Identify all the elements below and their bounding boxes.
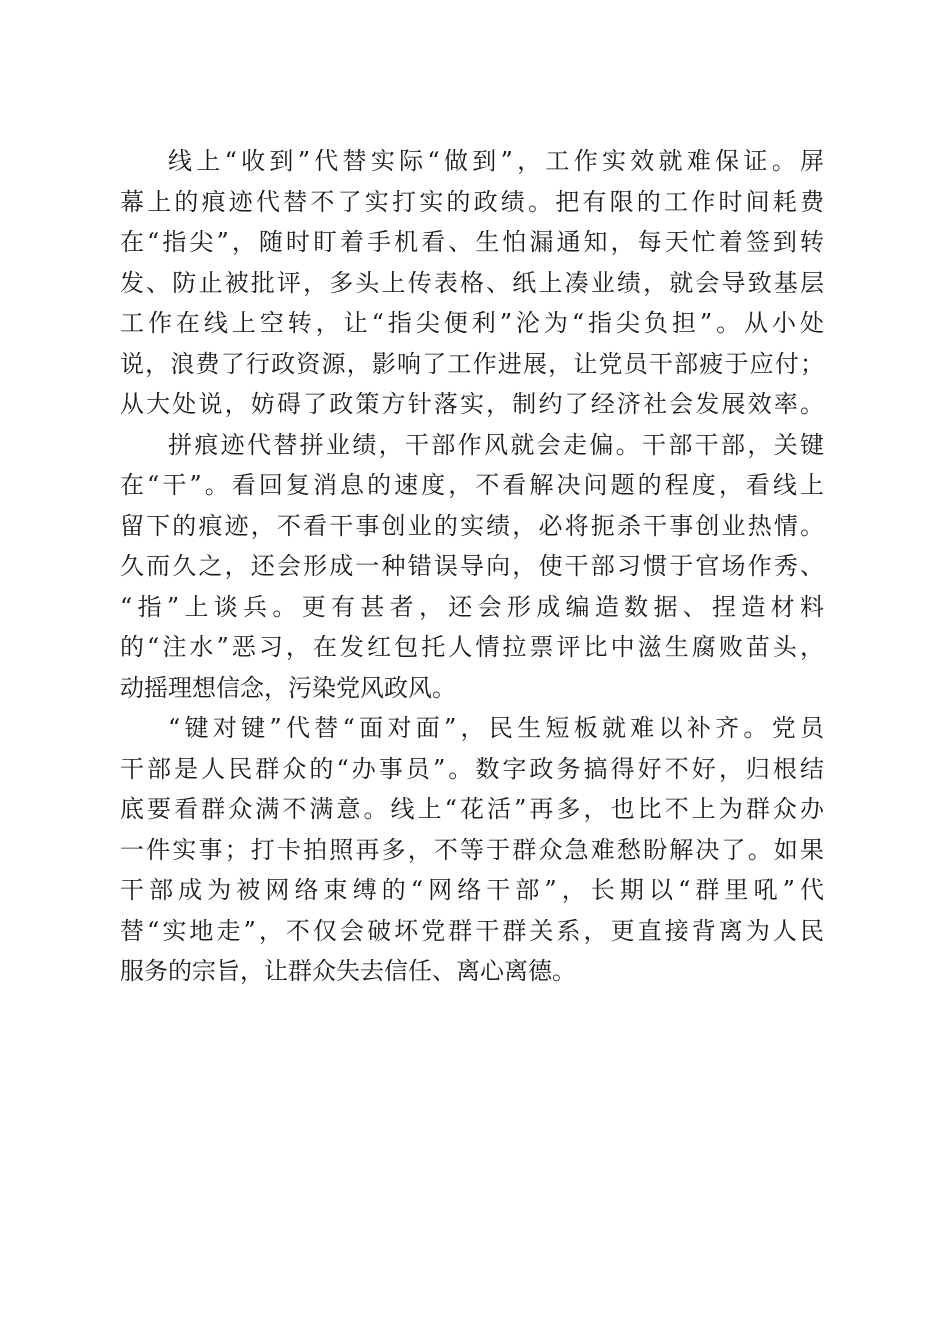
text-line: 的“注水”恶习，在发红包托人情拉票评比中滋生腐败苗头，	[120, 633, 824, 661]
paragraph-2	[120, 425, 824, 709]
text-line: 发、防止被批评，多头上传表格、纸上凑业绩，就会导致基层	[120, 268, 824, 297]
text-line: 替“实地走”，不仅会破坏党群干群关系，更直接背离为人民	[120, 916, 824, 945]
text-line: 一件实事；打卡拍照再多，不等于群众急难愁盼解决了。如果	[120, 835, 824, 864]
text-line: 在“指尖”，随时盯着手机看、生怕漏通知，每天忙着签到转	[120, 228, 824, 256]
text-line: 从大处说，妨碍了政策方针落实，制约了经济社会发展效率。	[120, 390, 824, 418]
text-line: 久而久之，还会形成一种错误导向，使干部习惯于官场作秀、	[120, 552, 824, 580]
text-line: 干部是人民群众的“办事员”。数字政务搞得好不好，归根结	[120, 754, 824, 783]
text-line: “键对键”代替“面对面”，民生短板就难以补齐。党员	[168, 714, 824, 742]
text-line: 服务的宗旨，让群众失去信任、离心离德。	[120, 957, 576, 985]
paragraph-1	[120, 141, 824, 425]
text-line: 拼痕迹代替拼业绩，干部作风就会走偏。干部干部，关键	[168, 430, 824, 459]
text-line: 线上“收到”代替实际“做到”，工作实效就难保证。屏	[168, 147, 824, 175]
text-line: “指”上谈兵。更有甚者，还会形成编造数据、捏造材料	[120, 592, 824, 621]
text-line: 底要看群众满不满意。线上“花活”再多，也比不上为群众办	[120, 795, 824, 823]
paragraph-3	[120, 708, 824, 992]
document-body	[120, 141, 824, 992]
text-line: 动摇理想信念，污染党风政风。	[120, 673, 456, 702]
text-line: 留下的痕迹，不看干事创业的实绩，必将扼杀干事创业热情。	[120, 511, 824, 540]
text-line: 说，浪费了行政资源，影响了工作进展，让党员干部疲于应付；	[120, 349, 824, 378]
text-line: 干部成为被网络束缚的“网络干部”，长期以“群里吼”代	[120, 876, 824, 904]
text-line: 幕上的痕迹代替不了实打实的政绩。把有限的工作时间耗费	[120, 187, 824, 216]
text-line: 在“干”。看回复消息的速度，不看解决问题的程度，看线上	[120, 471, 824, 499]
text-line: 工作在线上空转，让“指尖便利”沦为“指尖负担”。从小处	[120, 309, 824, 337]
